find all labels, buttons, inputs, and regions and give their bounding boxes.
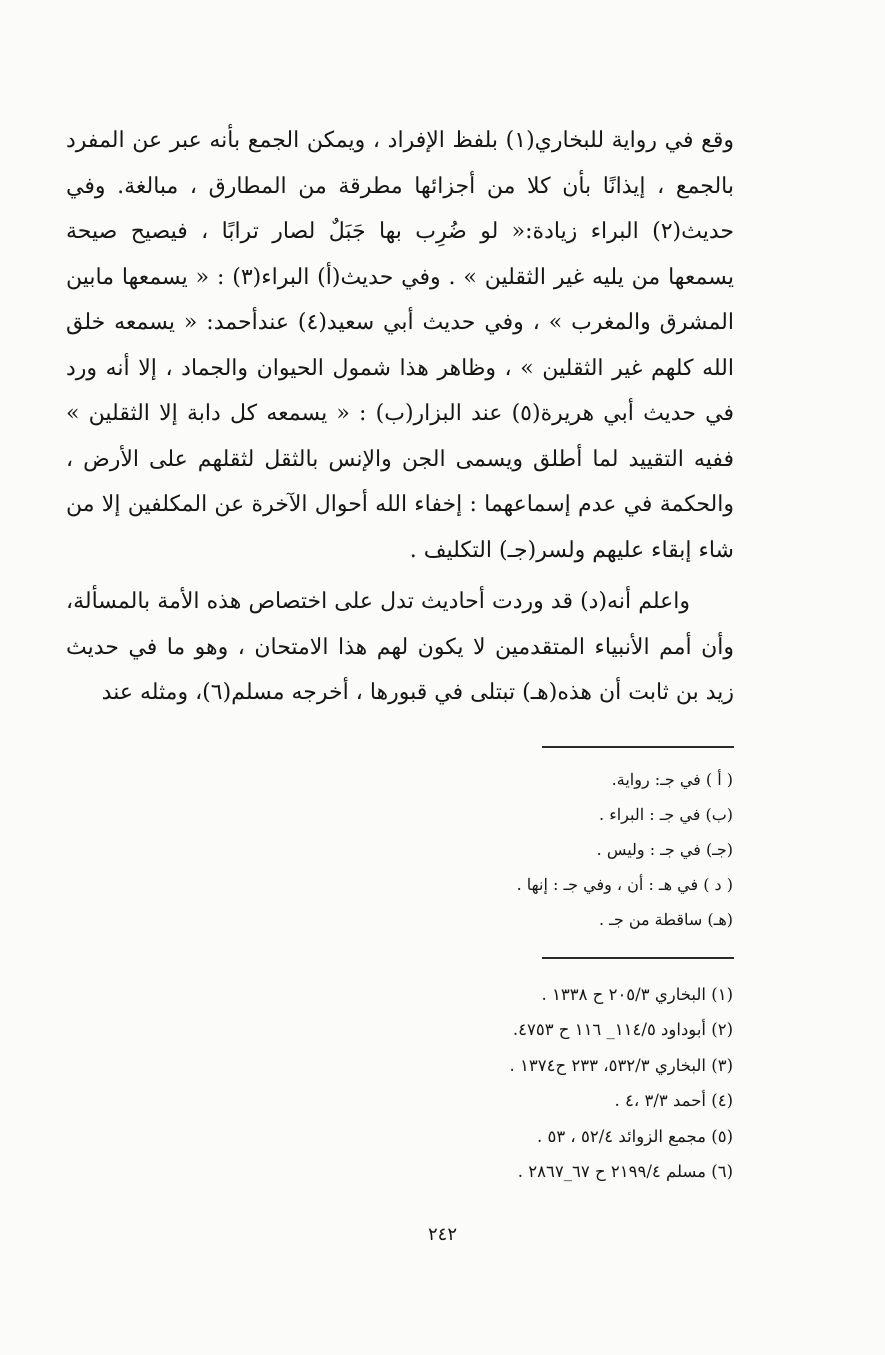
reference-note: (٦) مسلم ٢١٩٩/٤ ح ٦٧_٢٨٦٧ . bbox=[517, 1162, 733, 1182]
page-number: ٢٤٢ bbox=[427, 1224, 457, 1245]
reference-note: (٥) مجمع الزوائد ٥٢/٤ ، ٥٣ . bbox=[536, 1126, 733, 1146]
paragraph-1: وقع في رواية للبخاري(١) بلفظ الإفراد ، ويمكن الجمع بأنه عبر عن المفرد بالجمع ، إيذانًا بأن كلا من أجزائها مطرقة من المطارق ، مبالغة. وفي حديث(٢) البراء زيادة:« لو ضُرِب بها جَبَلٌ لصار ترابًا ، فيصيح صيحة يسمعها من يليه غير الثقلين » . وفي حديث(أ) البراء(٣) : « يسمعها مابين المشرق والمغرب » ، وفي حديث أبي سعيد(٤) عندأحمد: « يسمعه خلق الله كلهم غير الثقلين » ، وظاهر هذا شمول الحيوان والجماد ، إلا أنه ورد في حديث أبي هريرة(٥) عند البزار(ب) : « يسمعه كل دابة إلا الثقلين » ففيه التقييد لما أطلق ويسمى الجن والإنس بالثقل لثقلهم على الأرض ، والحكمة في عدم إسماعهما : إخفاء الله أحوال الآخرة عن المكلفين إلا من شاء إبقاء عليهم ولسر(جـ) التكليف . bbox=[66, 128, 735, 563]
variant-note: (جـ) في جـ : وليس . bbox=[596, 840, 733, 859]
variant-note: (ب) في جـ : البراء . bbox=[599, 805, 733, 824]
reference-notes bbox=[173, 977, 733, 1189]
footnote-separator-top bbox=[542, 746, 734, 748]
reference-note: (٣) البخاري ٥٣٢/٣، ٢٣٣ ح١٣٧٤ . bbox=[509, 1055, 733, 1075]
paragraph-2: واعلم أنه(د) قد وردت أحاديث تدل على اختصاص هذه الأمة بالمسألة، وأن أمم الأنبياء المتقدمين لا يكون لهم هذا الامتحان ، وهو ما في حديث زيد بن ثابت أن هذه(هـ) تبتلى في قبورها ، أخرجه مسلم(٦)، ومثله عند bbox=[66, 589, 734, 705]
variant-notes bbox=[173, 762, 733, 937]
reference-note: (١) البخاري ٢٠٥/٣ ح ١٣٣٨ . bbox=[541, 985, 733, 1004]
reference-note: (٤) أحمد ٣/٣ ،٤ . bbox=[614, 1091, 733, 1111]
variant-note: ( د ) في هـ : أن ، وفي جـ : إنها . bbox=[516, 875, 733, 894]
variant-note: ( أ ) في جـ: رواية. bbox=[611, 770, 733, 789]
footnote-separator-bottom bbox=[542, 957, 734, 959]
variant-note: (هـ) ساقطة من جـ . bbox=[599, 910, 733, 929]
main-text bbox=[66, 118, 734, 716]
reference-note: (٢) أبوداود ١١٤/٥_ ١١٦ ح ٤٧٥٣. bbox=[512, 1020, 733, 1040]
